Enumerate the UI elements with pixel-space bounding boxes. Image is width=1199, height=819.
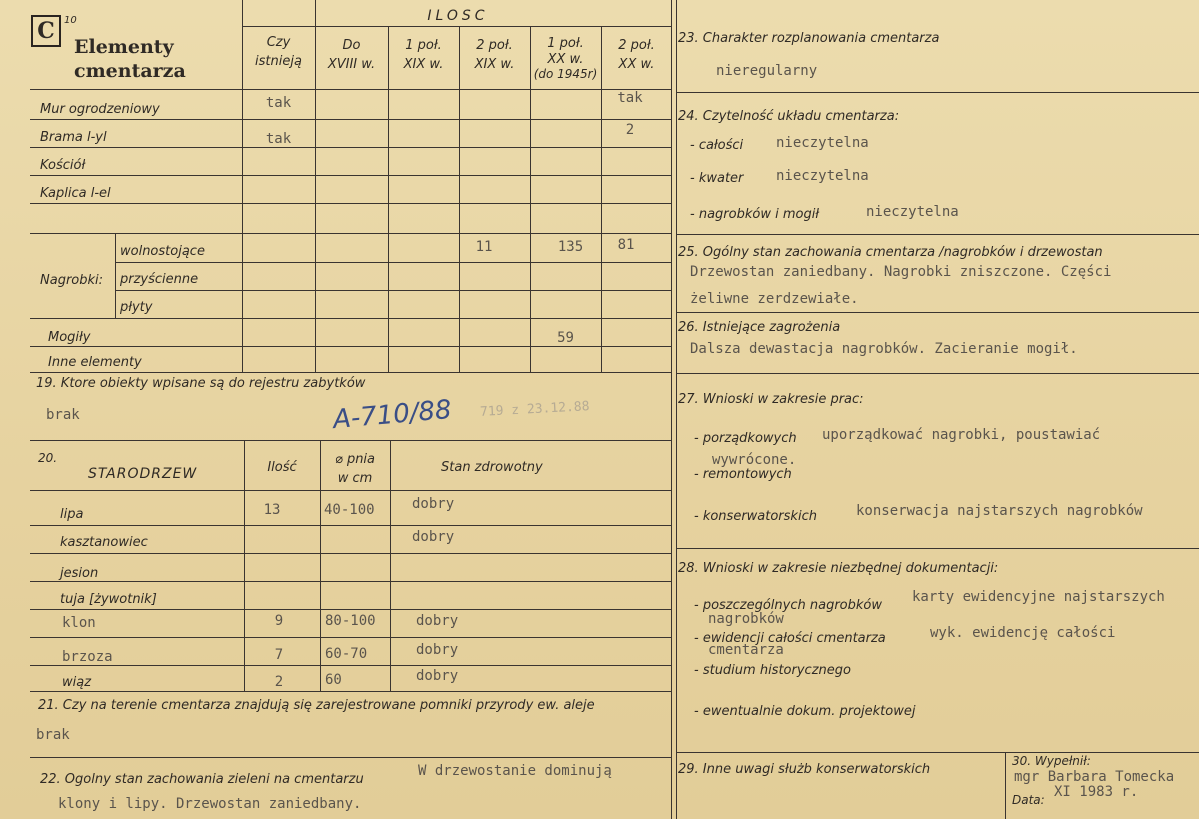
col-line — [115, 233, 116, 318]
question-27-b: - remontowych — [694, 467, 792, 482]
tree-lipa-pnia: 40-100 — [324, 502, 375, 518]
answer-28-a-line-1: karty ewidencyjne najstarszych — [912, 589, 1165, 605]
tree-brzoza-ilosc: 7 — [274, 647, 284, 663]
answer-28-a-line-2: nagrobków — [708, 611, 784, 627]
tree-kasztanowiec-stan: dobry — [412, 529, 455, 545]
question-24-a: - całości — [690, 138, 744, 153]
value-brama-2p20: 2 — [625, 122, 635, 138]
value-mur-2p20: tak — [617, 90, 643, 106]
tree-klon-stan: dobry — [416, 613, 459, 629]
question-24: 24. Czytelność układu cmentarza: — [678, 109, 900, 124]
row-label-inne: Inne elementy — [48, 355, 142, 370]
row-line — [30, 665, 672, 666]
col-line — [390, 440, 391, 691]
col-2p20-2: XX w. — [618, 57, 655, 72]
registry-date-stamp: 719 z 23.12.88 — [479, 399, 590, 420]
tree-tuja: tuja [żywotnik] — [60, 592, 157, 607]
col-line — [601, 26, 602, 372]
tree-lipa-ilosc: 13 — [263, 502, 281, 518]
tree-wiaz-pnia: 60 — [325, 672, 342, 688]
value-wolno-2p19: 11 — [475, 239, 493, 255]
tree-wiaz-stan: dobry — [416, 668, 459, 684]
row-line — [30, 233, 672, 234]
section-line — [676, 312, 1199, 313]
value-brama-czy: tak — [265, 131, 292, 147]
answer-22-line-2: klony i lipy. Drzewostan zaniedbany. — [58, 796, 362, 812]
col-1p19-2: XIX w. — [403, 57, 444, 72]
row-line — [115, 262, 672, 263]
col-2p19-1: 2 poł. — [476, 38, 513, 53]
col-2p20-1: 2 poł. — [618, 38, 655, 53]
header-ilosc: Ilość — [267, 460, 297, 475]
question-30: 30. Wypełnił: — [1012, 754, 1091, 768]
answer-27-c: konserwacja najstarszych nagrobków — [856, 503, 1143, 519]
question-28-a: - poszczególnych nagrobków — [694, 598, 882, 613]
center-divider-2 — [676, 0, 677, 819]
tree-klon-pnia: 80-100 — [325, 613, 376, 629]
answer-24-a: nieczytelna — [776, 135, 869, 151]
question-28-c: - studium historycznego — [694, 663, 851, 678]
question-29: 29. Inne uwagi służb konserwatorskich — [678, 762, 931, 777]
value-wolno-1p20: 135 — [557, 239, 584, 255]
tree-kasztanowiec: kasztanowiec — [60, 535, 148, 550]
row-line — [30, 553, 672, 554]
row-label-mogily: Mogiły — [48, 330, 91, 345]
question-25: 25. Ogólny stan zachowania cmentarza /nagrobków i drzewostan — [678, 245, 1103, 260]
row-label-plyty: płyty — [120, 300, 153, 315]
value-wolno-2p20: 81 — [617, 237, 635, 253]
tree-klon: klon — [62, 615, 96, 631]
tree-brzoza-stan: dobry — [416, 642, 459, 658]
col-line — [1005, 752, 1006, 819]
question-30-date: Data: — [1012, 793, 1045, 807]
answer-22-line-1: W drzewostanie dominują — [418, 763, 612, 779]
row-line — [30, 490, 672, 491]
section-line — [676, 234, 1199, 235]
row-label-mur: Mur ogrodzeniowy — [40, 102, 160, 117]
question-24-b: - kwater — [690, 171, 744, 186]
value-mogily-1p20: 59 — [557, 330, 574, 346]
center-divider — [671, 0, 672, 819]
tree-lipa-stan: dobry — [412, 496, 455, 512]
row-label-wolnostojace: wolnostojące — [120, 244, 205, 259]
title-line-2: cmentarza — [74, 60, 186, 82]
row-line — [30, 119, 672, 120]
row-line — [30, 175, 672, 176]
question-20-number: 20. — [38, 451, 58, 465]
row-line — [30, 525, 672, 526]
row-label-nagrobki: Nagrobki: — [40, 273, 104, 288]
answer-30-date: XI 1983 r. — [1054, 784, 1139, 800]
question-27-a: - porządkowych — [694, 431, 797, 446]
col-1p20-2: XX w. — [547, 52, 584, 67]
col-1p20-3: (do 1945r) — [533, 67, 598, 81]
section-line — [676, 752, 1199, 753]
header-pnia-1: ⌀ pnia — [334, 452, 376, 467]
question-22: 22. Ogolny stan zachowania zieleni na cmentarzu — [40, 772, 364, 787]
row-label-kaplica: Kaplica l-el — [40, 186, 111, 201]
registry-number: A-710/88 — [331, 394, 453, 436]
row-label-brama: Brama l-yl — [40, 130, 107, 145]
answer-21: brak — [36, 727, 70, 743]
col-do-1: Do — [342, 38, 361, 53]
page-number: 10 — [64, 15, 77, 26]
question-23: 23. Charakter rozplanowania cmentarza — [678, 31, 940, 46]
col-2p19-2: XIX w. — [474, 57, 515, 72]
row-line — [30, 691, 672, 692]
tree-wiaz: wiąz — [62, 675, 92, 690]
section-line — [30, 757, 672, 758]
answer-23: nieregularny — [716, 63, 818, 79]
header-starodrzew: STARODRZEW — [88, 466, 198, 482]
tree-brzoza: brzoza — [62, 649, 113, 665]
col-line — [315, 0, 316, 372]
question-28-b: - ewidencji całości cmentarza — [694, 631, 886, 646]
col-czy-1: Czy — [266, 35, 291, 50]
row-line — [115, 290, 672, 291]
answer-28-b-line-2: cmentarza — [708, 642, 784, 658]
col-1p20-1: 1 poł. — [547, 36, 584, 51]
question-27-c: - konserwatorskich — [694, 509, 817, 524]
tree-lipa: lipa — [60, 507, 84, 522]
question-21: 21. Czy na terenie cmentarza znajdują się zarejestrowane pomniki przyrody ew. aleje — [38, 698, 595, 713]
row-line — [30, 637, 672, 638]
answer-25-line-1: Drzewostan zaniedbany. Nagrobki zniszczone. Części — [690, 264, 1112, 280]
row-line — [30, 203, 672, 204]
answer-28-b-line-1: wyk. ewidencję całości — [930, 625, 1116, 641]
col-czy-2: istnieją — [255, 54, 302, 69]
row-line — [30, 372, 672, 373]
section-line — [30, 440, 672, 441]
tree-wiaz-ilosc: 2 — [274, 674, 284, 690]
answer-27-a-line-1: uporządkować nagrobki, poustawiać — [822, 427, 1101, 443]
answer-19: brak — [46, 407, 80, 423]
col-line — [388, 26, 389, 372]
ilosc-underline — [242, 26, 672, 27]
answer-25-line-2: żeliwne zerdzewiałe. — [690, 291, 859, 307]
question-26: 26. Istniejące zagrożenia — [678, 320, 841, 335]
answer-24-b: nieczytelna — [776, 168, 869, 184]
row-line — [30, 318, 672, 319]
question-28: 28. Wnioski w zakresie niezbędnej dokumentacji: — [678, 561, 999, 576]
value-mur-czy: tak — [265, 95, 292, 111]
answer-30-name: mgr Barbara Tomecka — [1014, 769, 1175, 785]
section-letter-box: C — [31, 15, 61, 47]
header-stan: Stan zdrowotny — [441, 460, 543, 475]
tree-jesion: jesion — [60, 566, 99, 581]
header-pnia-2: w cm — [337, 471, 373, 486]
question-28-d: - ewentualnie dokum. projektowej — [694, 704, 916, 719]
row-label-kosciol: Kościół — [40, 158, 86, 173]
tree-brzoza-pnia: 60-70 — [325, 646, 368, 662]
row-line — [30, 147, 672, 148]
question-19: 19. Ktore obiekty wpisane są do rejestru zabytków — [36, 376, 366, 391]
question-24-c: - nagrobków i mogił — [690, 207, 820, 222]
ilosc-header: ILOSC — [427, 8, 489, 24]
answer-27-a-line-2: wywrócone. — [712, 452, 797, 468]
question-27: 27. Wnioski w zakresie prac: — [678, 392, 864, 407]
col-line — [459, 26, 460, 372]
row-line — [30, 346, 672, 347]
section-line — [676, 92, 1199, 93]
row-line — [30, 609, 672, 610]
row-label-przyscienne: przyścienne — [120, 272, 199, 287]
row-line — [30, 581, 672, 582]
section-line — [676, 373, 1199, 374]
table-header-bottom — [30, 89, 672, 90]
title-line-1: Elementy — [74, 36, 174, 58]
col-do-2: XVIII w. — [327, 57, 376, 72]
section-line — [676, 548, 1199, 549]
tree-klon-ilosc: 9 — [274, 613, 284, 629]
col-1p19-1: 1 poł. — [405, 38, 442, 53]
answer-24-c: nieczytelna — [866, 204, 959, 220]
answer-26: Dalsza dewastacja nagrobków. Zacieranie mogił. — [690, 341, 1078, 357]
